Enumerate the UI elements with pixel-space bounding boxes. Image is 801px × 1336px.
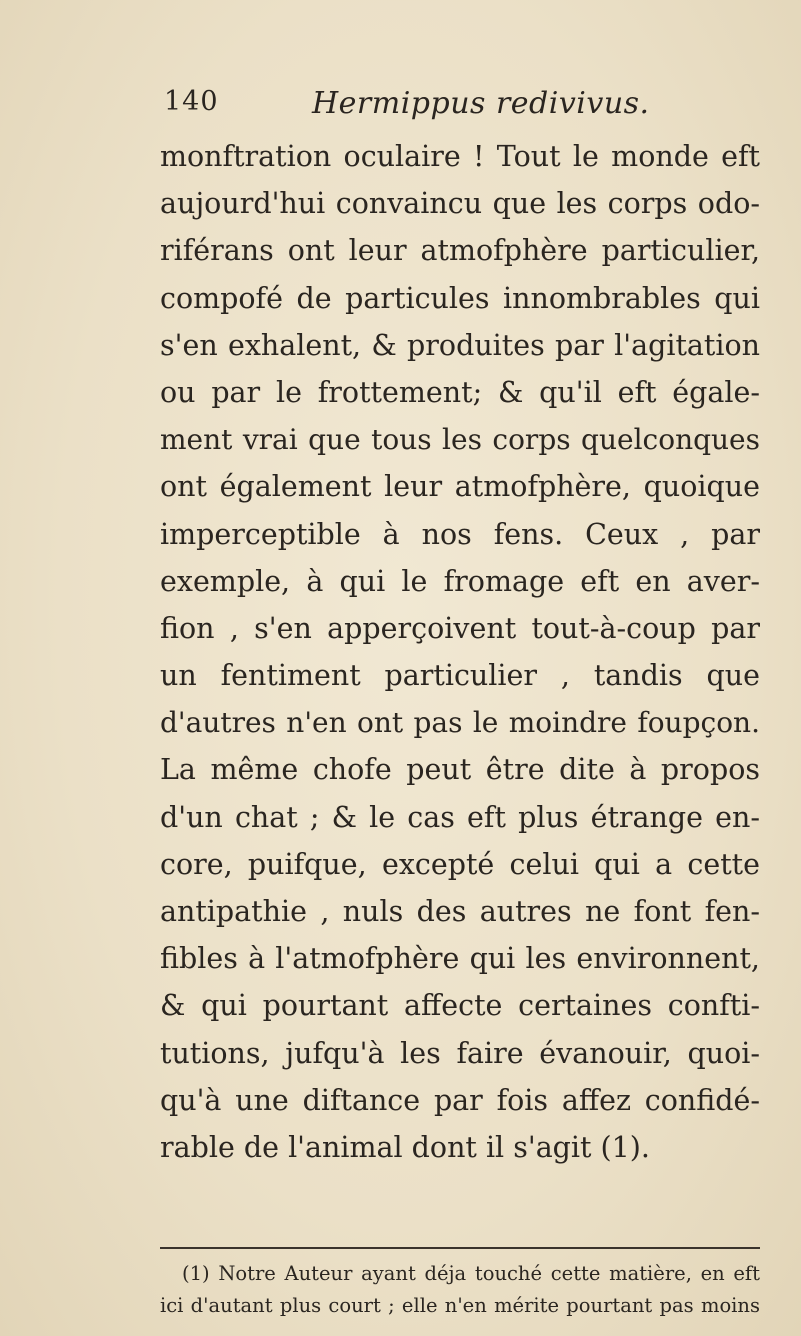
text-line: qu'à une diftance par fois affez confidé- [160,1083,760,1117]
footnote-line: ici d'autant plus court ; elle n'en mérite pourtant pas moins [160,1294,760,1317]
text-line: un fentiment particulier , tandis que [160,659,760,693]
text-line: La même chofe peut être dite à propos [160,753,760,787]
text-line: tutions, jufqu'à les faire évanouir, quoi- [160,1036,760,1070]
text-line: & qui pourtant affecte certaines confti- [160,989,760,1023]
text-line: s'en exhalent, & produites par l'agitation [160,328,760,362]
text-line: rable de l'animal dont il s'agit (1). [160,1130,650,1164]
body-text [160,133,760,1171]
text-line: ment vrai que tous les corps quelconques [160,423,760,457]
text-line: antipathie , nuls des autres ne font fen- [160,895,760,928]
footnote-rule [160,1247,760,1249]
footnote [160,1258,760,1322]
text-line: aujourd'hui convaincu que les corps odo- [160,187,760,221]
text-line: imperceptible à nos fens. Ceux , par [160,517,760,551]
page-number: 140 [164,86,219,117]
text-line: fibles à l'atmofphère qui les environnent, [160,942,760,976]
text-line: riférans ont leur atmofphère particulier, [160,234,760,268]
text-line: d'autres n'en ont pas le moindre foupçon. [160,706,760,740]
text-line: ou par le frottement; & qu'il eft égale- [160,375,760,409]
footnote-line: (1) Notre Auteur ayant déja touché cette matière, en eft [182,1262,760,1285]
text-line: d'un chat ; & le cas eft plus étrange en- [160,800,760,834]
text-line: exemple, à qui le fromage eft en aver- [160,564,760,598]
running-title: Hermippus redivivus. [312,86,650,121]
text-line: fion , s'en apperçoivent tout-à-coup par [160,611,760,645]
text-line: monftration oculaire ! Tout le monde eft [160,140,760,173]
text-line: compofé de particules innombrables qui [160,281,760,315]
page-header [164,86,764,126]
text-line: core, puifque, excepté celui qui a cette [160,847,760,881]
text-line: ont également leur atmofphère, quoique [160,470,760,504]
